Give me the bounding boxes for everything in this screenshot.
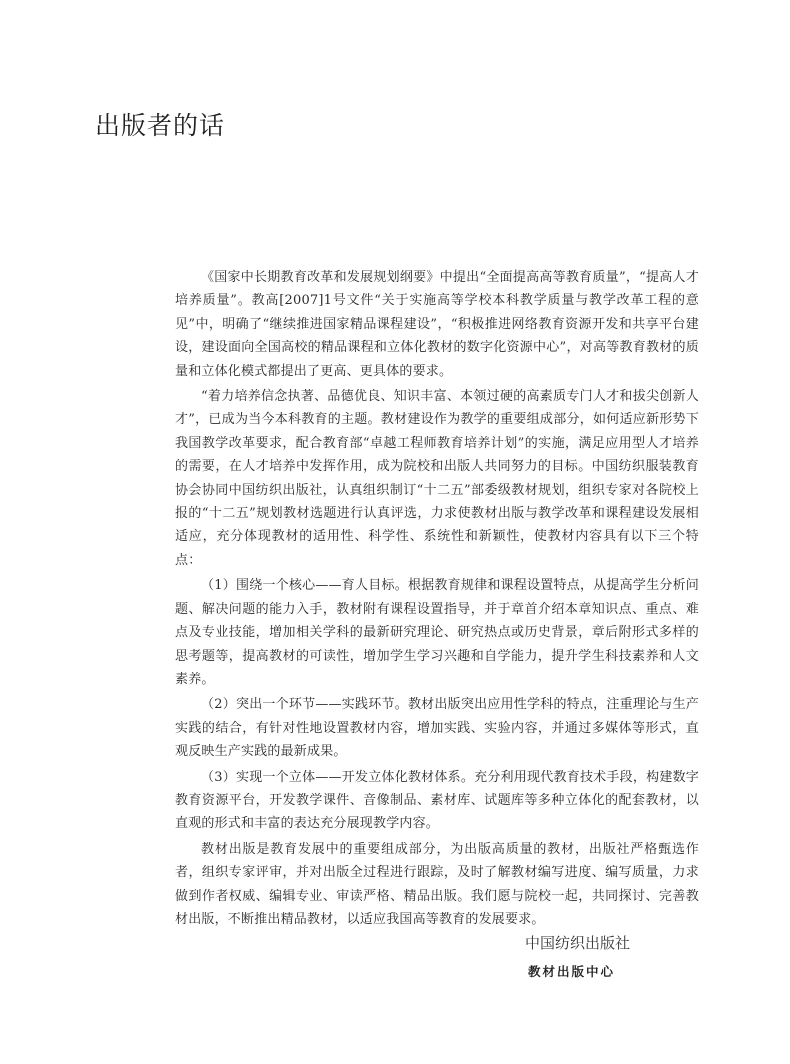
- paragraph: （2）突出一个环节——实践环节。教材出版突出应用性学科的特点，注重理论与生产实践的结合，有针对性地设置教材内容，增加实践、实验内容，并通过多媒体等形式，直观反映生产实践的最新成果。: [175, 697, 699, 760]
- paragraph: 教材出版是教育发展中的重要组成部分，为出版高质量的教材，出版社严格甄选作者，组织专家评审，并对出版全过程进行跟踪，及时了解教材编写进度、编写质量，力求做到作者权威、编辑专业、审读严格、精品出版。我们愿与院校一起，共同探讨、完善教材出版，不断推出精品教材，以适应我国高等教育的发展要求。: [175, 841, 699, 927]
- paragraph: （1）围绕一个核心——育人目标。根据教育规律和课程设置特点，从提高学生分析问题、解决问题的能力入手，教材附有课程设置指导，并于章首介绍本章知识点、重点、难点及专业技能，增加相关学科的最新研究理论、研究热点或历史背景，章后附形式多样的思考题等，提高教材的可读性，增加学生学习兴趣和自学能力，提升学生科技素养和人文素养。: [175, 578, 699, 687]
- publisher-name: 中国纺织出版社: [525, 934, 631, 952]
- page-title: 出版者的话: [95, 111, 226, 140]
- paragraph: “着力培养信念执著、品德优良、知识丰富、本领过硬的高素质专门人才和拔尖创新人才”，已成为当今本科教育的主题。教材建设作为教学的重要组成部分，如何适应新形势下我国教学改革要求，配合教育部“卓越工程师教育培养计划”的实施，满足应用型人才培养的需要，在人才培养中发挥作用，成为院校和出版人共同努力的目标。中国纺织服装教育协会协同中国纺织出版社，认真组织制订“十二五”部委级教材规划，组织专家对各院校上报的“十二五”规划教材选题进行认真评选，力求使教材出版与教学改革和课程建设发展相适应，充分体现教材的适用性、科学性、系统性和新颖性，使教材内容具有以下三个特点：: [175, 389, 699, 568]
- paragraph: （3）实现一个立体——开发立体化教材体系。充分利用现代教育技术手段，构建数字教育资源平台，开发教学课件、音像制品、素材库、试题库等多种立体化的配套教材，以直观的形式和丰富的表达充分展现教学内容。: [175, 769, 699, 832]
- publisher-department: 教材出版中心: [528, 964, 616, 979]
- body-text: [175, 266, 699, 933]
- paragraph: 《国家中长期教育改革和发展规划纲要》中提出“全面提高高等教育质量”，“提高人才培养质量”。教高[2007]1号文件“关于实施高等学校本科教学质量与教学改革工程的意见”中，明确了“继续推进国家精品课程建设”，“积极推进网络教育资源开发和共享平台建设，建设面向全国高校的精品课程和立体化教材的数字化资源中心”，对高等教育教材的质量和立体化模式都提出了更高、更具体的要求。: [175, 270, 699, 379]
